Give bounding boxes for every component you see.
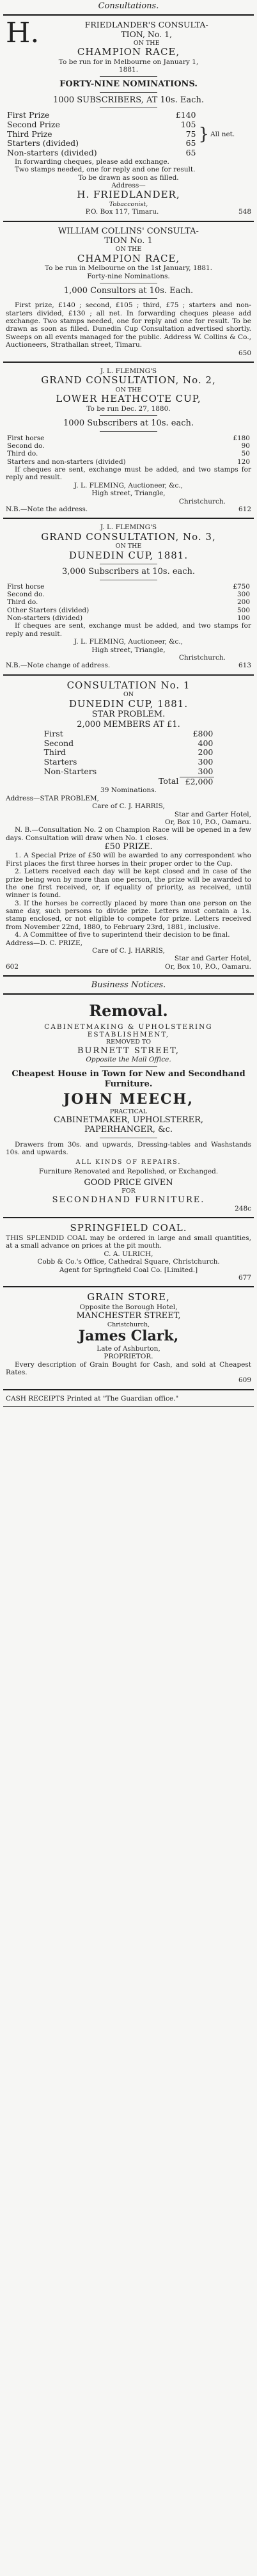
prize-row [6,607,251,614]
prize-label: Other Starters (divided) [7,606,90,614]
divider [100,431,157,432]
prize-label: Third do. [7,598,38,607]
ad-body: N. B.—Consultation No. 2 on Champion Race will be opened in a few days. Consultation will draw when No. 1 closes. [6,826,251,842]
divider [3,993,254,995]
prize-value: 500 [237,606,250,614]
rule-item: 3. If the horses be correctly placed by more than one person on the same day, such persons to divide prize. Letters must contain a 1s. stamp enclosed, or not eligible to compete for prize. Letters received from November 22nd, 1880, to February 23rd, 1881, inclusive. [6,899,251,931]
prize-row [6,458,251,466]
on-the: ON THE [115,543,142,550]
ad-headline-2: TION, No. 1, [121,29,173,40]
advertiser-name: JOHN MEECH, [63,1090,194,1108]
ad-body: Every description of Grain Bought for Cash, and sold at Cheapest Rates. [6,1360,251,1376]
prize-value: £180 [233,434,250,442]
prize-value: 65 [185,138,196,148]
removal-line: CABINETMAKING & UPHOLSTERING [44,1022,213,1031]
prize-label: First Prize [7,110,50,120]
prize-value: £800 [192,728,214,738]
address-label: Address— [111,182,146,189]
address-line: Christchurch. [178,497,226,505]
prize-row [6,130,198,139]
prize-table [6,111,198,158]
address-line: Care of C. J. HARRIS, [92,946,165,955]
address-line: Address—D. C. PRIZE, [6,939,83,947]
prize-value: 300 [198,757,214,767]
advertiser-name: C. A. ULRICH, [104,1250,153,1258]
grain-line: Christchurch, [107,1321,150,1328]
prize-label: Starters and non-starters (divided) [7,457,126,466]
divider [3,674,254,676]
year: 1881. [118,66,139,74]
divider [100,76,157,77]
address-line: Address—STAR PROBLEM, [6,794,100,802]
subscribers: 1,000 Consultors at 10s. Each. [63,285,194,296]
prize-row [43,767,215,777]
prize-row [6,614,251,622]
race-name: DUNEDIN CUP, 1881. [68,697,189,710]
prize-label: Second Prize [7,119,60,129]
race-name: LOWER HEATHCOTE CUP, [56,393,201,405]
ad-body: CASH RECEIPTS Printed at "The Guardian office." [6,1394,179,1403]
grain-line: PROPRIETOR. [104,1353,153,1361]
advertiser-name: H. FRIEDLANDER, [77,189,180,201]
grain-line: Late of Ashburton, [97,1344,160,1353]
removal-cheapest: Cheapest House in Town for New and Secondhand Furniture. [12,1069,245,1089]
prize-value: 200 [198,747,214,758]
grain-line: MANCHESTER STREET, [76,1311,181,1321]
ad-friedlander [3,19,254,217]
removal-trades: CABINETMAKER, UPHOLSTERER, [53,1115,204,1125]
prize-label: Non-starters (divided) [7,148,97,158]
divider [3,221,254,222]
address-line: Star and Garter Hotel, [174,810,251,818]
prize-label: Second do. [7,441,45,450]
prize-value: 90 [241,441,250,450]
prize-label: First [43,728,63,738]
removal-line: REMOVED TO [106,1038,151,1046]
address-line: Or, Box 10, P.O., Oamaru. [165,962,251,971]
prize-table [43,729,215,787]
advertiser-trade: Tobacconist, [109,201,148,209]
ad-headline: GRAND CONSULTATION, No. 2, [41,374,216,386]
removal-line: BURNETT STREET, [77,1046,180,1056]
prize-label: Second do. [7,590,45,598]
run-text: To be run for in Melbourne on January 1, [58,58,199,66]
nominations: FORTY-NINE NOMINATIONS. [59,79,198,90]
removal-trades: PAPERHANGER, &c. [84,1125,173,1135]
ad-body: First prize, £140 ; second, £105 ; third, £75 ; starters and non-starters divided, £130 ; all net. In forwarding cheques please add exchange. Two stamps needed, one for reply and one for result. To be drawn as soon as filled. Dunedin Cup Consultation advertised shortly. Sweeps on all events managed for the public. Address W. Collins & Co., Auctioneers, Strathallan street, Timaru. [6,301,251,349]
ad-headline: GRAND CONSULTATION, No. 3, [41,530,216,543]
ad-ref: 548 [238,208,251,216]
ad-body: If cheques are sent, exchange must be added, and two stamps for reply and result. [6,622,251,638]
prize-row [43,748,215,758]
ad-byline: J. L. FLEMING'S [100,367,157,375]
ad-ref: 677 [238,1273,251,1282]
ad-body: To be drawn as soon as filled. [78,173,179,182]
ad-ref: 650 [238,349,251,357]
total-value: £2,000 [180,777,214,786]
prize-row [6,148,198,158]
divider [100,1066,157,1067]
ad-body: THIS SPLENDID COAL may be ordered in large and small quantities, at a small advance on prices at the pit mouth. [6,1234,251,1250]
divider [3,1389,254,1390]
prize-row [43,729,215,739]
prize-value: £140 [175,110,196,120]
newspaper-column [3,0,254,1407]
prize-row [43,758,215,767]
ad-byline: J. L. FLEMING'S [100,523,157,532]
divider [3,362,254,363]
ad-headline: WILLIAM COLLINS' CONSULTA- [58,226,199,236]
nb-note: N.B.—Note change of address. [6,662,111,670]
ad-headline: FRIEDLANDER'S CONSULTA- [84,20,208,30]
section-header-business: Business Notices. [91,980,166,990]
subscribers: 1000 Subscribers at 10s. each. [63,418,194,429]
prize-value: 75 [185,129,196,139]
removal-line: Opposite the Mail Office. [86,1055,171,1063]
prize-label: First horse [7,582,45,591]
ad-ref: 613 [238,662,251,670]
prize-value: 400 [198,738,214,748]
address-line: Cobb & Co.'s Office, Cathedral Square, Christchurch. [37,1258,220,1266]
divider [3,1217,254,1218]
ad-body: Agent for Springfield Coal Co. [Limited.] [59,1266,198,1274]
prize-row [6,450,251,457]
address-line: J. L. FLEMING, Auctioneer, &c., [74,638,183,646]
ad-ref: 612 [238,505,251,513]
coal-title: SPRINGFIELD COAL. [70,1222,187,1234]
race-name: CHAMPION RACE, [77,252,180,264]
address-line: Christchurch. [178,653,226,662]
on-the: ON THE [115,246,142,253]
rule-item: 1. A Special Prize of £50 will be awarded to any correspondent who First places the first three horses in their proper order to the Cup. [6,852,251,868]
ad-body: If cheques are sent, exchange must be added, and two stamps for reply and result. [6,466,251,482]
rule-item: 4. A Committee of five to superintend their decision to be final. [15,931,230,939]
ad-springfield-coal [3,1221,254,1283]
grain-line: Opposite the Borough Hotel, [79,1303,178,1311]
prize-label: First horse [7,434,45,442]
subscribers: 3,000 Subscribers at 10s. each. [61,567,196,577]
brace: } [198,125,210,144]
rule-item: 2. Letters received each day will be kept closed and in case of the prize being won by more than one person, the prize will be awarded to the one first received, or, if equality of priority, as received, until winner is found. [6,868,251,900]
removal-line: ESTABLISHMENT, [87,1031,170,1039]
on-the: ON THE [133,39,160,47]
ad-headline-2: TION No. 1 [104,235,153,246]
removal-line: FOR [121,1188,136,1195]
ad-body: Drawers from 30s. and upwards, Dressing-tables and Washstands 10s. and upwards. [6,1140,251,1157]
divider [3,14,254,16]
ad-fleming-3 [3,522,254,671]
address-line: Care of C. J. HARRIS, [92,802,165,811]
run-text: To be run in Melbourne on the 1st January, 1881. [44,264,213,273]
subscribers: 1000 SUBSCRIBERS, AT 10s. Each. [53,95,204,105]
prize-value: 105 [180,119,196,129]
ad-collins [3,225,254,358]
prize-label: Non-Starters [43,766,97,776]
race-name: CHAMPION RACE, [77,46,180,58]
prize-table [6,434,251,466]
removal-line: PRACTICAL [109,1108,148,1115]
divider [3,518,254,519]
ad-removal [3,998,254,1214]
prize-row [6,120,198,130]
total-label: Total [159,776,179,786]
prize-value: 300 [198,766,214,776]
prize-value: 200 [237,598,250,607]
prize-label: Non-starters (divided) [7,614,83,623]
grain-title: GRAIN STORE, [87,1291,170,1303]
prize-label: Third Prize [7,129,52,139]
ad-ref: 248c [235,1204,251,1212]
nb-note: N.B.—Note the address. [6,505,88,513]
removal-line: GOOD PRICE GIVEN [84,1178,173,1188]
section-header-consultations: Consultations. [98,1,159,11]
removal-line: ALL KINDS OF REPAIRS. [75,1158,182,1166]
address-line: High street, Triangle, [91,489,166,498]
address-line: Star and Garter Hotel, [174,955,251,963]
prize-value: £750 [233,582,250,591]
race-name: DUNEDIN CUP, 1881. [68,549,189,561]
star-problem: STAR PROBLEM. [91,710,166,720]
prize-row [6,583,251,591]
ad-star-problem [3,679,254,972]
drop-cap: H. [6,20,40,47]
removal-title: Removal. [89,1001,168,1021]
po-box: P.O. Box 117, Timaru. [85,208,159,216]
ad-cash-receipts [3,1394,254,1404]
prize-value: 120 [237,457,250,466]
prize-value: 65 [185,148,196,158]
address-line: High street, Triangle, [91,646,166,654]
prize-row [6,139,198,148]
address-line: Or, Box 10, P.O., Oamaru. [165,818,251,826]
run-text: To be run Dec. 27, 1880. [86,404,171,413]
divider [3,1286,254,1287]
ad-body: Two stamps needed, one for reply and one for result. [15,166,196,174]
ad-headline: CONSULTATION No. 1 [66,679,191,691]
prize-row [6,442,251,450]
divider [100,92,157,93]
divider [100,415,157,416]
divider [100,107,157,108]
prize-label: Starters (divided) [7,138,79,148]
ad-fleming-2 [3,366,254,514]
address-line: J. L. FLEMING, Auctioneer, &c., [74,481,183,489]
prize-label: Third do. [7,450,38,458]
prize-heading: £50 PRIZE. [104,842,153,852]
ad-grain-store [3,1291,254,1385]
total-row [43,777,215,786]
nominations: 39 Nominations. [100,786,157,795]
prize-row [6,591,251,598]
prize-value: 300 [237,590,250,598]
ad-ref: 602 [6,962,19,971]
prize-value: 100 [237,614,250,623]
on-the: ON [123,691,134,699]
nominations: Forty-nine Nominations. [87,272,170,280]
ad-body: Furniture Renovated and Repolished, or Exchanged. [38,1167,219,1175]
removal-line: SECONDHAND FURNITURE. [52,1195,205,1205]
prize-label: Starters [43,757,77,767]
ad-ref: 609 [238,1376,251,1385]
prize-label: Third [43,747,66,758]
prize-row [6,434,251,442]
on-the: ON THE [115,386,142,394]
divider [100,298,157,299]
prize-label: Second [43,738,74,748]
all-net: All net. [210,130,235,138]
ad-body: In forwarding cheques, please add exchange. [15,157,169,166]
divider [3,975,254,977]
members: 2,000 MEMBERS AT £1. [77,719,180,729]
prize-row [43,739,215,749]
advertiser-name: James Clark, [78,1327,179,1344]
prize-row [6,598,251,606]
prize-value: 50 [241,450,250,458]
prize-table [6,583,251,623]
prize-row [6,111,198,120]
divider [3,1406,254,1407]
